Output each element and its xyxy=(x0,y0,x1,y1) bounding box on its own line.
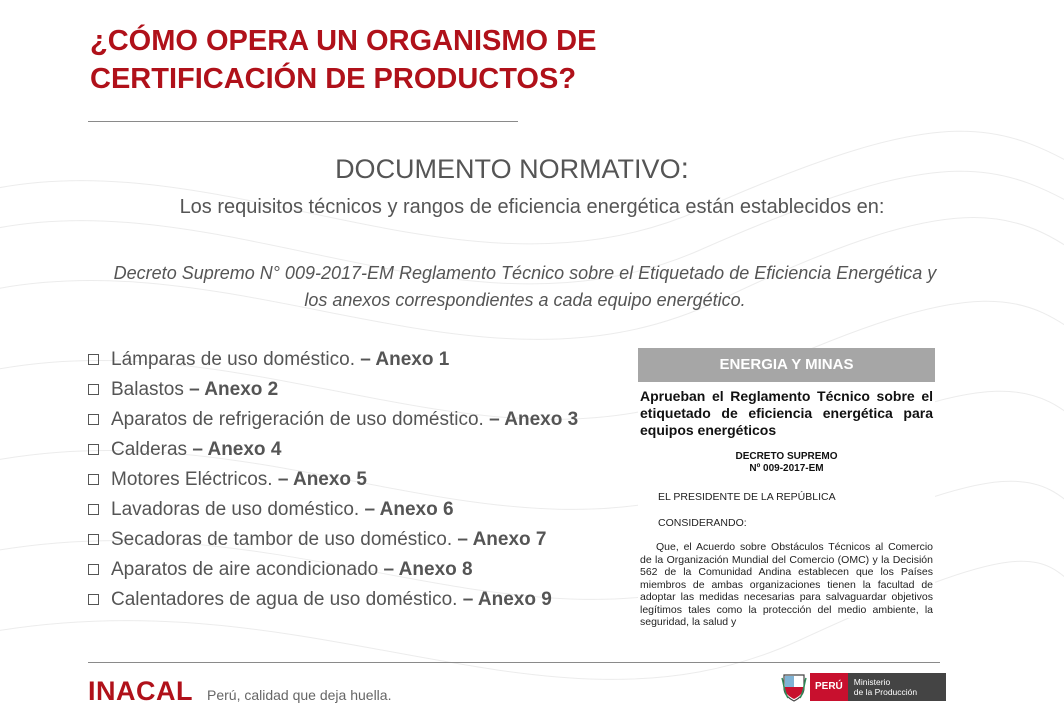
list-item-text: Aparatos de refrigeración de uso doméstico. xyxy=(111,409,490,430)
inacal-logo: INACAL xyxy=(88,676,193,706)
ministry-line-2: de la Producción xyxy=(853,687,918,697)
list-item-text: Motores Eléctricos. xyxy=(111,469,278,490)
clipping-decree-type: DECRETO SUPREMO xyxy=(735,451,838,462)
clipping-president: EL PRESIDENTE DE LA REPÚBLICA xyxy=(658,491,836,503)
checkbox-bullet-icon xyxy=(88,384,99,395)
list-item-annex: – Anexo 7 xyxy=(457,529,547,550)
clipping-header: ENERGIA Y MINAS xyxy=(638,348,935,382)
list-item xyxy=(88,375,578,405)
list-item-text: Secadoras de tambor de uso doméstico. xyxy=(111,529,458,550)
peru-shield-icon xyxy=(782,672,806,702)
decree-clipping xyxy=(638,348,935,628)
footer-divider xyxy=(88,662,940,663)
list-item-annex: – Anexo 8 xyxy=(383,559,473,580)
list-item xyxy=(88,555,578,585)
checkbox-bullet-icon xyxy=(88,594,99,605)
list-item xyxy=(88,405,578,435)
list-item-annex: – Anexo 2 xyxy=(189,379,279,400)
title-divider xyxy=(88,121,518,122)
checkbox-bullet-icon xyxy=(88,354,99,365)
ministry-label xyxy=(848,673,946,701)
peru-label: PERÚ xyxy=(810,673,848,701)
checkbox-bullet-icon xyxy=(88,474,99,485)
clipping-paragraph: Que, el Acuerdo sobre Obstáculos Técnicos al Comercio de la Organización Mundial del Comercio (OMC) y la Decisión 562 de la Comunidad Andina establecen que los Países miembros de ambas organizaciones tienen la facultad de adoptar las medidas necesarias para salvaguardar objetivos legítimos tales como la protección del medio ambiente, la seguridad, la salud y xyxy=(640,541,933,628)
clipping-title: Aprueban el Reglamento Técnico sobre el etiquetado de eficiencia energética para equipos energéticos xyxy=(640,388,933,438)
clipping-decree-label xyxy=(638,451,935,475)
checkbox-bullet-icon xyxy=(88,534,99,545)
slogan: Perú, calidad que deja huella. xyxy=(207,687,392,703)
list-item-annex: – Anexo 5 xyxy=(277,469,367,490)
list-item-annex: – Anexo 9 xyxy=(462,589,552,610)
section-heading-colon: : xyxy=(680,152,689,185)
list-item xyxy=(88,345,578,375)
section-heading xyxy=(0,152,1024,186)
list-item-text: Balastos xyxy=(111,379,190,400)
list-item xyxy=(88,495,578,525)
list-item-annex: – Anexo 3 xyxy=(489,409,579,430)
checkbox-bullet-icon xyxy=(88,444,99,455)
intro-text: Los requisitos técnicos y rangos de eficiencia energética están establecidos en: xyxy=(179,196,885,218)
list-item xyxy=(88,465,578,495)
list-item xyxy=(88,525,578,555)
annex-list xyxy=(88,345,578,615)
checkbox-bullet-icon xyxy=(88,414,99,425)
list-item-annex: – Anexo 1 xyxy=(360,349,450,370)
ministry-line-1: Ministerio xyxy=(853,677,891,687)
list-item-text: Calentadores de agua de uso doméstico. xyxy=(111,589,463,610)
list-item-text: Calderas xyxy=(111,439,193,460)
list-item xyxy=(88,435,578,465)
checkbox-bullet-icon xyxy=(88,564,99,575)
page-title: ¿CÓMO OPERA UN ORGANISMO DE CERTIFICACIÓN DE PRODUCTOS? xyxy=(90,25,597,95)
list-item-text: Aparatos de aire acondicionado xyxy=(111,559,384,580)
list-item xyxy=(88,585,578,615)
checkbox-bullet-icon xyxy=(88,504,99,515)
clipping-decree-number: Nº 009-2017-EM xyxy=(749,463,824,474)
list-item-text: Lámparas de uso doméstico. xyxy=(111,349,361,370)
list-item-text: Lavadoras de uso doméstico. xyxy=(111,499,365,520)
clipping-considering: CONSIDERANDO: xyxy=(658,517,747,529)
list-item-annex: – Anexo 6 xyxy=(364,499,454,520)
government-logo xyxy=(782,671,946,703)
section-heading-text: DOCUMENTO NORMATIVO xyxy=(335,154,681,184)
list-item-annex: – Anexo 4 xyxy=(192,439,282,460)
decree-text: Decreto Supremo N° 009-2017-EM Reglamento Técnico sobre el Etiquetado de Eficiencia Energética y los anexos correspondientes a cada equipo energético. xyxy=(113,263,937,310)
